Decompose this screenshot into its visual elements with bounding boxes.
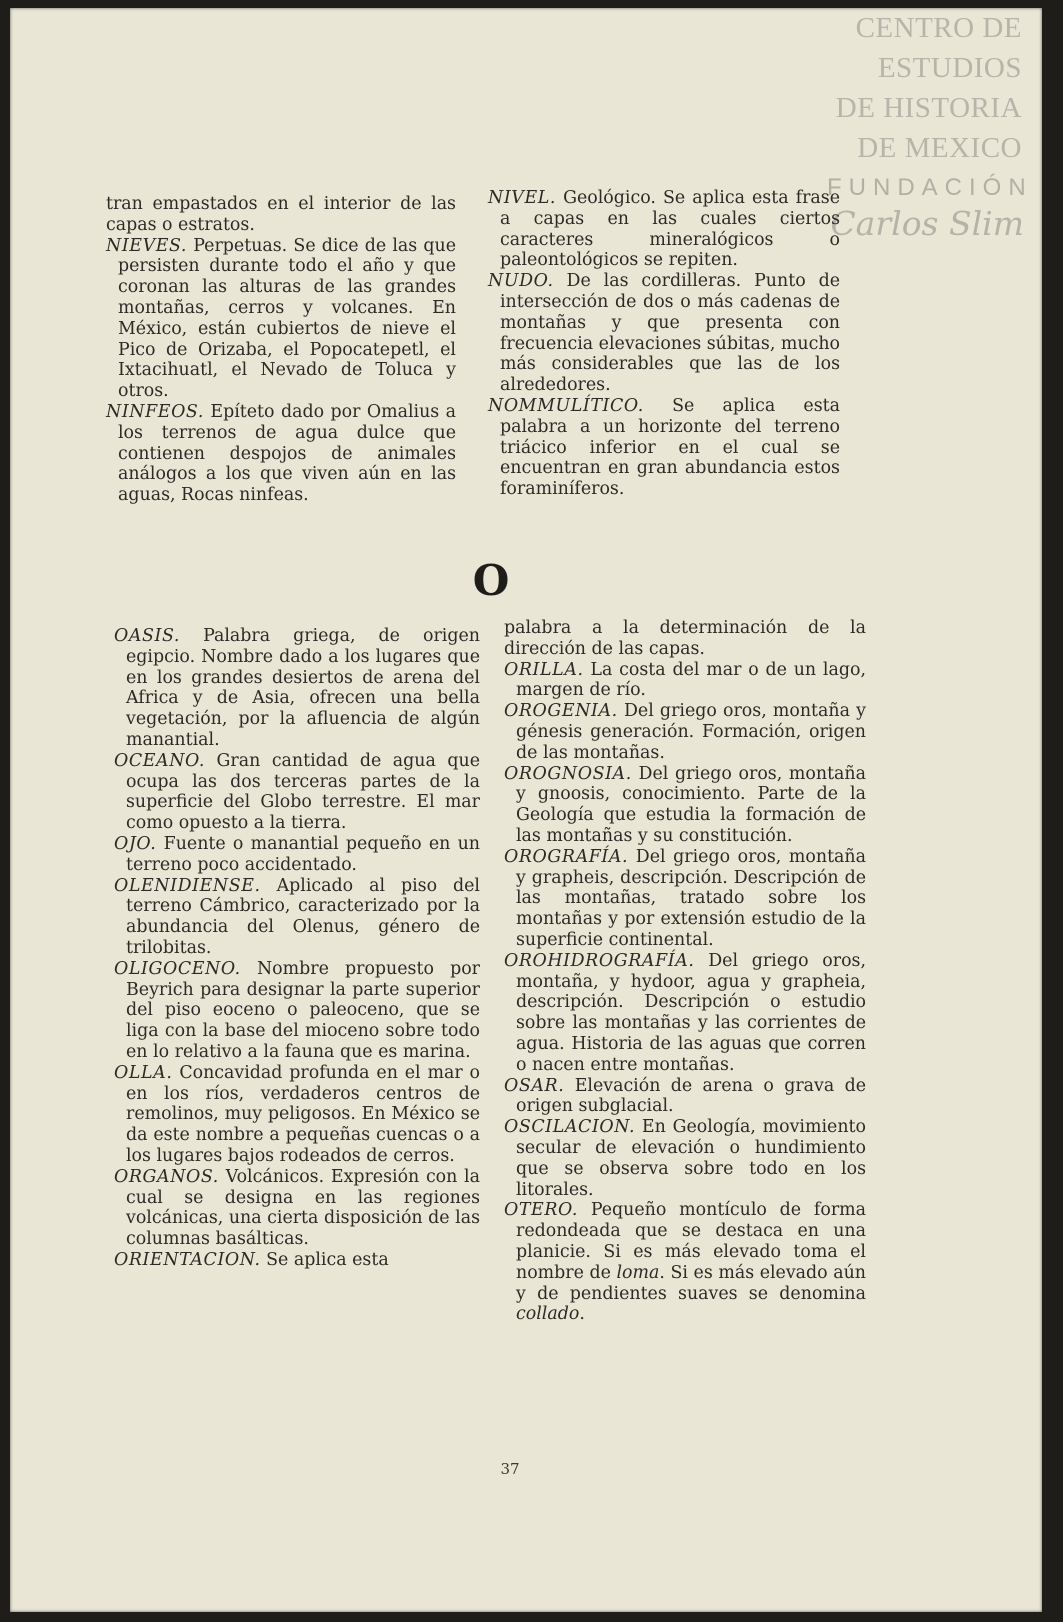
entry-definition: Se aplica esta [260, 1249, 389, 1270]
glossary-entry [504, 660, 866, 702]
entry-term: OLLA. [114, 1062, 173, 1083]
watermark-line: CENTRO DE [855, 12, 1022, 44]
glossary-entry [114, 1063, 480, 1167]
entry-term: NIVEL. [488, 188, 557, 208]
continuation-text: tran empastados en el interior de las capas o estratos. [106, 194, 456, 235]
glossary-entry [114, 876, 480, 959]
entry-definition: Nombre propuesto por Beyrich para designar la parte superior del piso eoceno o paleoceno, que se liga con la base del mioceno sobre todo en lo relativo a la fauna que es marina. [126, 958, 480, 1062]
entry-term: OROGENIA. [504, 701, 618, 722]
entry-emphasis: loma [616, 1262, 660, 1283]
scanned-page [10, 8, 1042, 1612]
glossary-entry [114, 1167, 480, 1250]
glossary-entry [114, 834, 480, 876]
entry-term: NINFEOS. [106, 401, 204, 422]
column-top-left [106, 194, 456, 506]
entry-term: ORILLA. [504, 659, 584, 680]
glossary-entry [106, 236, 456, 402]
entry-definition: Del griego oros, montaña y gnoosis, conocimiento. Parte de la Geología que estudia la formación de las montañas y su constitución. [516, 763, 866, 846]
entry-definition: Se aplica esta palabra a un horizonte del terreno triácico inferior en el cual se encuentran en gran abundancia estos foraminíferos. [500, 395, 840, 500]
entry-term: NOMMULÍTICO. [488, 395, 644, 416]
archive-watermark [827, 8, 1042, 243]
watermark-line: ESTUDIOS [877, 52, 1022, 84]
entry-term: OLIGOCENO. [114, 958, 241, 979]
watermark-foundation: FUNDACIÓN [827, 174, 1033, 201]
entry-definition: Volcánicos. Expresión con la cual se designa en las regiones volcánicas, una cierta disposición de las columnas basálticas. [126, 1166, 480, 1250]
glossary-entry [504, 1076, 866, 1118]
entry-term: OSCILACION. [504, 1117, 636, 1138]
entry-term: OASIS. [114, 626, 181, 646]
entry-definition: Palabra griega, de origen egipcio. Nombre dado a los lugares que en los grandes desiertos de arena del Africa y de Asia, ofrecen una bella vegetación, por la afluencia de algún manantial. [126, 626, 480, 750]
glossary-entry [504, 847, 866, 951]
entry-emphasis: collado [516, 1304, 580, 1325]
entry-definition: . [579, 1304, 585, 1325]
entry-definition: Perpetuas. Se dice de las que persisten durante todo el año y que coronan las alturas de las grandes montañas, cerros y volcanes. En México, están cubiertos de nieve el Pico de Orizaba, el Popocatepetl, el Ixtacihuatl, el Nevado de Toluca y otros. [118, 235, 456, 402]
section-letter: O [472, 556, 510, 605]
entry-definition: Concavidad profunda en el mar o en los ríos, verdaderos centros de remolinos, muy peligosos. En México se da este nombre a pequeñas cuencas o a los lugares bajos rodeados de cerros. [126, 1062, 480, 1166]
entry-term: OJO. [114, 833, 157, 854]
page-number: 37 [500, 1460, 520, 1478]
entry-term: OSAR. [504, 1075, 565, 1096]
glossary-entry [488, 271, 840, 396]
glossary-entry [504, 1200, 866, 1325]
glossary-entry [504, 764, 866, 847]
glossary-entry [504, 701, 866, 763]
entry-definition: De las cordilleras. Punto de intersección de dos o más cadenas de montañas y que presenta con frecuencia elevaciones súbitas, mucho más considerables que las de los alrededores. [500, 271, 840, 396]
entry-definition: Gran cantidad de agua que ocupa las dos terceras partes de la superficie del Globo terrestre. El mar como opuesto a la tierra. [126, 750, 480, 834]
continuation-text: palabra a la determinación de la dirección de las capas. [504, 618, 866, 659]
entry-definition: Pequeño montículo de forma redondeada que se destaca en una planicie. Si es más elevado toma el nombre de [516, 1200, 866, 1283]
entry-definition: Aplicado al piso del terreno Cámbrico, caracterizado por la abundancia del Olenus, género de trilobitas. [126, 875, 480, 958]
watermark-signature: Carlos Slim [830, 204, 1024, 243]
glossary-entry [488, 188, 840, 271]
entry-definition: Elevación de arena o grava de origen subglacial. [516, 1075, 866, 1117]
entry-definition: Del griego oros, montaña y génesis generación. Formación, origen de las montañas. [516, 701, 866, 763]
entry-definition: En Geología, movimiento secular de elevación o hundimiento que se observa sobre todo en los litorales. [516, 1117, 866, 1200]
entry-definition: Epíteto dado por Omalius a los terrenos de agua dulce que contienen despojos de animales análogos a los que viven aún en las aguas, Rocas ninfeas. [118, 401, 456, 506]
watermark-line: DE HISTORIA [835, 92, 1022, 124]
entry-term: OTERO. [504, 1200, 579, 1221]
glossary-entry [488, 396, 840, 500]
entry-term: OROGRAFÍA. [504, 846, 629, 867]
entry-definition: La costa del mar o de un lago, margen de río. [516, 659, 866, 701]
glossary-entry [114, 626, 480, 751]
glossary-entry [114, 1250, 480, 1271]
entry-term: OROGNOSIA. [504, 763, 632, 784]
column-top-right [488, 188, 840, 500]
entry-definition: Geológico. Se aplica esta frase a capas en las cuales ciertos caracteres mineralógicos o paleontológicos se repiten. [500, 188, 840, 271]
entry-term: ORGANOS. [114, 1166, 219, 1187]
glossary-entry [504, 951, 866, 1076]
glossary-entry [106, 402, 456, 506]
entry-term: ORIENTACION. [114, 1249, 261, 1270]
entry-definition: Fuente o manantial pequeño en un terreno poco accidentado. [126, 833, 480, 875]
entry-definition: Del griego oros, montaña, y hydoor, agua y grapheia, descripción. Descripción o estudio sobre las montañas y las corrientes de agua. Historia de las aguas que corren o nacen entre montañas. [516, 950, 866, 1075]
entry-term: NUDO. [488, 271, 554, 292]
entry-term: OCEANO. [114, 750, 205, 771]
column-bottom-right [504, 618, 866, 1325]
glossary-entry [504, 1117, 866, 1200]
entry-definition: Del griego oros, montaña y grapheis, descripción. Descripción de las montañas, tratado sobre los montañas y por extensión estudio de la superficie continental. [516, 846, 866, 950]
column-bottom-left [114, 626, 480, 1271]
watermark-line: DE MEXICO [857, 132, 1022, 164]
glossary-entry [114, 959, 480, 1063]
entry-definition: . Si es más elevado aún y de pendientes suaves se denomina [516, 1262, 866, 1304]
glossary-entry [114, 751, 480, 834]
entry-term: OLENIDIENSE. [114, 875, 261, 896]
entry-term: OROHIDROGRAFÍA. [504, 950, 695, 971]
entry-term: NIEVES. [106, 235, 188, 256]
